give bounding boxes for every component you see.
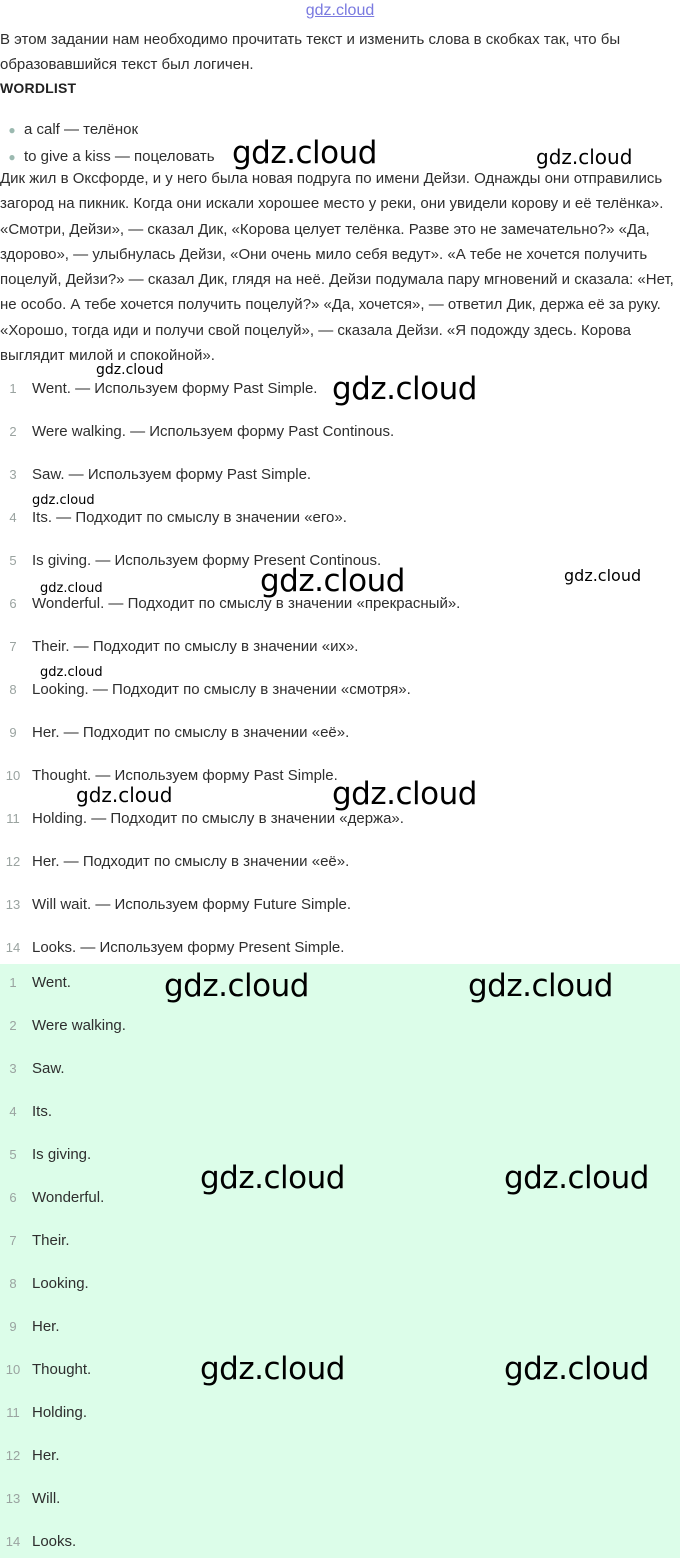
item-text: Wonderful. — Подходит по смыслу в значении «прекрасный». [32, 595, 461, 612]
item-text: Its. [32, 1103, 53, 1120]
watermark: gdz.cloud [32, 493, 95, 508]
item-number: 9 [9, 1319, 17, 1334]
watermark: gdz.cloud [468, 968, 613, 1004]
item-number: 11 [6, 1405, 20, 1420]
item-text: Will. [32, 1490, 61, 1507]
item-number: 4 [9, 510, 17, 525]
bullet-icon: ● [8, 122, 16, 137]
item-text: Looks. [32, 1533, 77, 1550]
item-number: 2 [9, 1018, 17, 1033]
item-text: Its. — Подходит по смыслу в значении «его». [32, 509, 347, 526]
task-intro: В этом задании нам необходимо прочитать текст и изменить слова в скобках так, что бы образовавшийся текст был логичен. [0, 31, 621, 73]
item-number: 7 [9, 1233, 17, 1248]
item-number: 10 [5, 1362, 21, 1377]
list-item [0, 1391, 680, 1434]
wordlist-item-text: to give a kiss — поцеловать [24, 148, 215, 165]
item-number: 13 [5, 1491, 21, 1506]
list-item [0, 1434, 680, 1477]
list-item [0, 625, 680, 668]
item-text: Her. — Подходит по смыслу в значении «её». [32, 724, 350, 741]
item-text: Saw. — Используем форму Past Simple. [32, 466, 312, 483]
watermark: gdz.cloud [164, 968, 309, 1004]
item-text: Their. — Подходит по смыслу в значении «их». [32, 638, 359, 655]
item-text: Her. [32, 1447, 60, 1464]
watermark: gdz.cloud [40, 665, 103, 680]
item-text: Is giving. [32, 1146, 92, 1163]
list-item [0, 1520, 680, 1563]
item-number: 14 [5, 1534, 21, 1549]
item-number: 12 [5, 854, 21, 869]
list-item [0, 883, 680, 926]
story-text: Дик жил в Оксфорде, и у него была новая подруга по имени Дейзи. Однажды они отправились загород на пикник. Когда они искали хорошее место у реки, они увидели корову и её телёнка». «Смотри, Дейзи», — сказал Дик, «Корова целует телёнка. Разве это не замечательно?» «Да, здорово», — улыбнулась Дейзи, «Они очень мило себя ведут». «А тебе не хочется получить поцелуй, Дейзи?» — сказал Дик, глядя на неё. Дейзи подумала пару мгновений и сказала: «Нет, не особо. А тебе хочется получить поцелуй?» «Да, хочется», — ответил Дик, держа её за руку. «Хорошо, тогда иди и получи свой поцелуй», — сказала Дейзи. «Я подожду здесь. Корова выглядит милой и спокойной». [0, 170, 674, 365]
top-link[interactable]: gdz.cloud [305, 2, 375, 19]
watermark: gdz.cloud [76, 783, 173, 807]
watermark: gdz.cloud [332, 776, 477, 812]
item-text: Wonderful. [32, 1189, 105, 1206]
list-item [0, 1047, 680, 1090]
item-number: 10 [5, 768, 21, 783]
item-number: 6 [9, 1190, 17, 1205]
item-text: Her. — Подходит по смыслу в значении «её». [32, 853, 350, 870]
watermark: gdz.cloud [536, 145, 633, 169]
item-number: 5 [9, 553, 17, 568]
watermark: gdz.cloud [260, 563, 405, 599]
bullet-icon: ● [8, 149, 16, 164]
list-item [0, 1477, 680, 1520]
watermark: gdz.cloud [232, 135, 377, 171]
item-number: 1 [9, 975, 17, 990]
item-text: Were walking. [32, 1017, 126, 1034]
list-item [0, 453, 680, 496]
list-item [0, 1305, 680, 1348]
item-number: 14 [5, 940, 21, 955]
item-number: 13 [5, 897, 21, 912]
list-item [0, 1219, 680, 1262]
watermark: gdz.cloud [40, 581, 103, 596]
item-number: 3 [9, 1061, 17, 1076]
watermark: gdz.cloud [504, 1160, 649, 1196]
list-item [0, 410, 680, 453]
watermark: gdz.cloud [504, 1351, 649, 1387]
item-text: Looking. [32, 1275, 89, 1292]
list-item [0, 711, 680, 754]
item-number: 6 [9, 596, 17, 611]
item-text: Went. — Используем форму Past Simple. [32, 380, 318, 397]
item-text: Holding. — Подходит по смыслу в значении «держа». [32, 810, 404, 827]
wordlist-item-text: a calf — телёнок [24, 121, 139, 138]
watermark: gdz.cloud [332, 371, 477, 407]
item-number: 3 [9, 467, 17, 482]
watermark: gdz.cloud [200, 1160, 345, 1196]
item-number: 11 [6, 811, 20, 826]
item-text: Thought. — Используем форму Past Simple. [32, 767, 338, 784]
item-number: 8 [9, 682, 17, 697]
list-item [0, 1004, 680, 1047]
watermark: gdz.cloud [564, 566, 642, 585]
item-text: Looks. — Используем форму Present Simple. [32, 939, 345, 956]
item-number: 12 [5, 1448, 21, 1463]
item-number: 8 [9, 1276, 17, 1291]
answers-list [0, 961, 680, 1563]
item-text: Will wait. — Используем форму Future Simple. [32, 896, 352, 913]
watermark: gdz.cloud [96, 362, 164, 378]
item-text: Holding. [32, 1404, 88, 1421]
list-item [0, 840, 680, 883]
item-text: Is giving. — Используем форму Present Continous. [32, 552, 382, 569]
list-item [0, 496, 680, 539]
item-number: 1 [9, 381, 17, 396]
list-item [0, 1262, 680, 1305]
wordlist-title: WORDLIST [0, 80, 77, 96]
item-text: Thought. [32, 1361, 92, 1378]
watermark: gdz.cloud [200, 1351, 345, 1387]
list-item [0, 1090, 680, 1133]
item-number: 7 [9, 639, 17, 654]
item-text: Were walking. — Используем форму Past Continous. [32, 423, 395, 440]
item-text: Went. [32, 974, 71, 991]
item-text: Her. [32, 1318, 60, 1335]
item-number: 9 [9, 725, 17, 740]
item-text: Their. [32, 1232, 70, 1249]
item-text: Saw. [32, 1060, 65, 1077]
item-number: 2 [9, 424, 17, 439]
item-number: 5 [9, 1147, 17, 1162]
item-text: Looking. — Подходит по смыслу в значении «смотря». [32, 681, 411, 698]
item-number: 4 [9, 1104, 17, 1119]
